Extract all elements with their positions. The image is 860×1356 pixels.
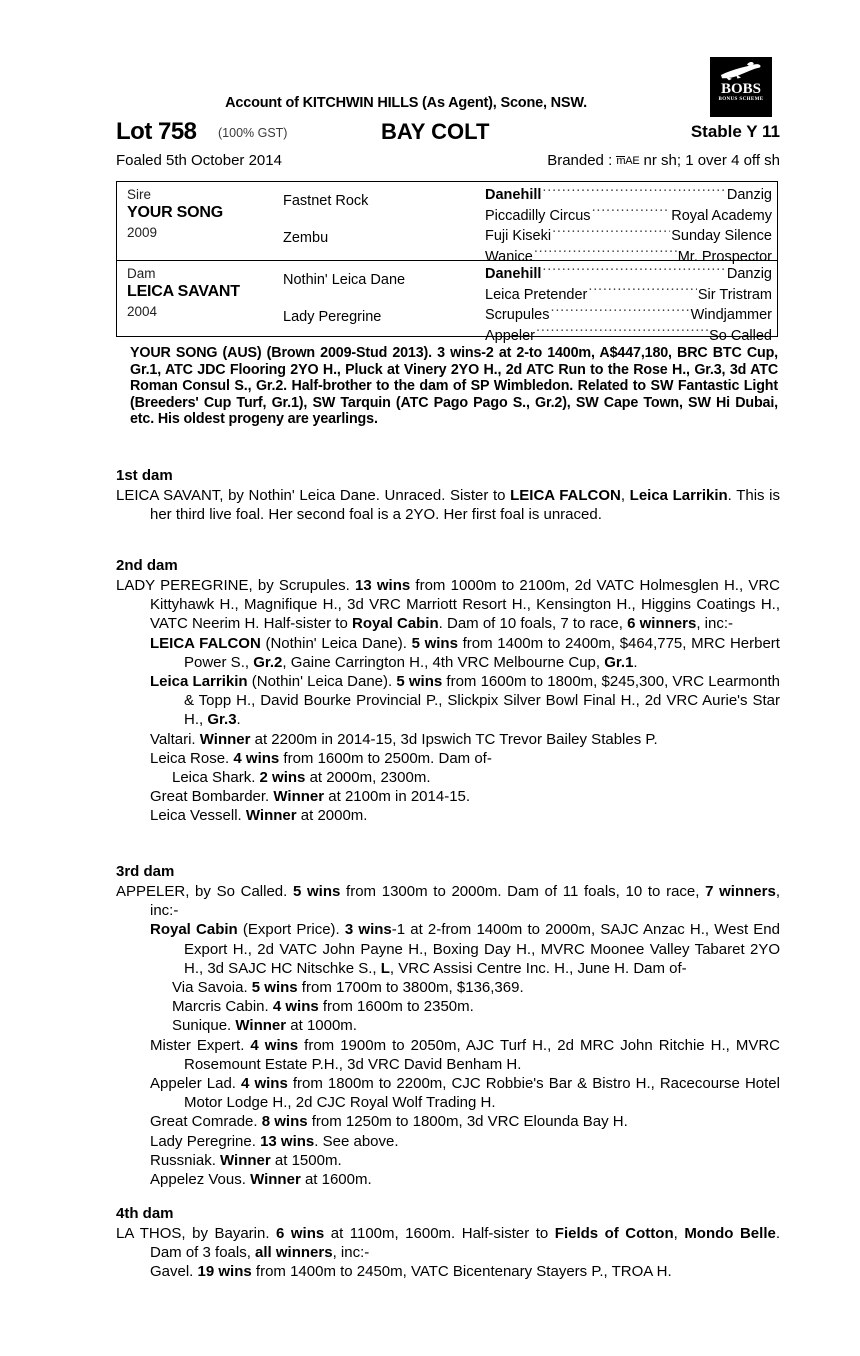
leader-dots [552, 226, 670, 240]
pedigree-entry: Royal Cabin (Export Price). 3 wins-1 at 2-from 1400m to 2000m, SAJC Anzac H., West End Export H., 2d VATC John Payne H., Boxing Day H., MVRC Moonee Valley Tabaret 2YO H., 3d SAJC HC Nitschke S., L, VRC Assisi Centre Inc. H., June H. Dam of- [150, 921, 780, 977]
grandparent-sire: Sir Tristram [697, 286, 772, 303]
grandparent-sire: Danzig [726, 187, 772, 203]
leader-dots [542, 185, 725, 199]
pedigree-entry: Leica Rose. 4 wins from 1600m to 2500m. Dam of- [150, 749, 492, 767]
stable-label: Stable Y 11 [690, 122, 780, 141]
dam-heading: 4th dam [116, 1205, 174, 1222]
leader-dots [534, 247, 677, 261]
dam-block [116, 1204, 780, 1282]
pedigree-entry: LA THOS, by Bayarin. 6 wins at 1100m, 1600m. Half-sister to Fields of Cotton, Mondo Belle. Dam of 3 foals, all winners, inc:- [116, 1225, 780, 1262]
branded-prefix: Branded : [547, 152, 617, 169]
dam-block [116, 862, 780, 1189]
grandparent-name: Scrupules [485, 307, 550, 323]
pedigree-entry: Leica Shark. 2 wins at 2000m, 2300m. [172, 769, 431, 787]
dam-heading: 2nd dam [116, 557, 178, 574]
branded-info [547, 152, 780, 169]
grandparent-name: Danehill [485, 187, 542, 203]
grandparent-sire: Danzig [726, 266, 772, 282]
grandparent-sire: Sunday Silence [671, 228, 772, 244]
foaled-date: Foaled 5th October 2014 [116, 152, 282, 169]
pedigree-entry: Valtari. Winner at 2200m in 2014-15, 3d Ipswich TC Trevor Bailey Stables P. [150, 730, 658, 748]
pedigree-table [116, 181, 778, 344]
pedigree-entry: Sunique. Winner at 1000m. [172, 1017, 357, 1035]
pedigree-entry: Leica Larrikin (Nothin' Leica Dane). 5 wins from 1600m to 1800m, $245,300, VRC Learmonth & Topp H., David Bourke Provincial P., Slickpix Silver Bowl Final H., 2d VRC Aurie's Star H., Gr.3. [150, 673, 780, 729]
pedigree-dam-half [117, 260, 777, 344]
bobs-sublabel: BONUS SCHEME [718, 97, 764, 102]
grandparent-sire: So Called [709, 327, 772, 344]
leader-dots [592, 206, 671, 220]
sire-grandparents-column [485, 185, 772, 267]
leader-dots [550, 305, 689, 319]
pedigree-entry: Great Comrade. 8 wins from 1250m to 1800m, 3d VRC Elounda Bay H. [150, 1113, 628, 1131]
gst-label: (100% GST) [218, 126, 288, 140]
sire-dam: Zembu [283, 230, 329, 246]
dam-role-label: Dam [127, 266, 156, 281]
sire-column [127, 186, 277, 242]
pedigree-entry: LEICA FALCON (Nothin' Leica Dane). 5 wins from 1400m to 2400m, $464,775, MRC Herbert Power S., Gr.2, Gaine Carrington H., 4th VRC Melbourne Cup, Gr.1. [150, 634, 780, 671]
dam-heading: 3rd dam [116, 863, 175, 880]
pedigree-entry: Russniak. Winner at 1500m. [150, 1151, 342, 1169]
grandparent-name: Piccadilly Circus [485, 207, 591, 224]
bobs-wordmark: BOBS [720, 81, 762, 97]
bobs-logo [710, 57, 772, 117]
grandparent-sire: Royal Academy [671, 207, 772, 224]
pedigree-entry: Mister Expert. 4 wins from 1900m to 2050m, AJC Turf H., 2d MRC John Ritchie H., MVRC Rosemount Estate P.H., 3d VRC David Benham H. [150, 1036, 781, 1073]
pedigree-leader-row [485, 206, 772, 227]
pedigree-entry: Appelez Vous. Winner at 1600m. [150, 1171, 372, 1189]
grandparent-name: Danehill [485, 266, 542, 282]
dam-block [116, 466, 780, 524]
pedigree-leader-row [485, 285, 772, 306]
pedigree-entry: LEICA SAVANT, by Nothin' Leica Dane. Unraced. Sister to LEICA FALCON, Leica Larrikin. This is her third live foal. Her second foal is a 2YO. Her first foal is unraced. [116, 487, 780, 524]
sire-year: 2009 [127, 225, 158, 240]
pedigree-entry: Appeler Lad. 4 wins from 1800m to 2200m, CJC Robbie's Bar & Bistro H., Racecourse Hotel Motor Lodge H., 2d CJC Royal Wolf Trading H. [150, 1075, 780, 1112]
dam-dam: Lady Peregrine [283, 309, 382, 325]
pedigree-entry: Lady Peregrine. 13 wins. See above. [150, 1132, 399, 1150]
pedigree-leader-row [485, 326, 772, 347]
pedigree-entry: Leica Vessell. Winner at 2000m. [150, 807, 368, 825]
dam-sire: Nothin' Leica Dane [283, 272, 406, 288]
dam-block [116, 556, 780, 826]
dam-grandparents-column [485, 264, 772, 346]
pedigree-entry: LADY PEREGRINE, by Scrupules. 13 wins from 1000m to 2100m, 2d VATC Holmesglen H., VRC Kittyhawk H., Magnifique H., 3d VRC Marriott Resort H., Kensington H., Higgins Coatings H., VATC Neerim H. Half-sister to Royal Cabin. Dam of 10 foals, 7 to race, 6 winners, inc:- [116, 577, 780, 633]
pedigree-leader-row [485, 305, 772, 326]
grandparent-name: Wanice [485, 248, 533, 265]
pedigree-leader-row [485, 226, 772, 247]
pedigree-leader-row [485, 264, 772, 285]
title-row [116, 118, 780, 146]
pedigree-entry: Via Savoia. 5 wins from 1700m to 3800m, $136,369. [172, 979, 524, 997]
dam-name: LEICA SAVANT [127, 283, 240, 300]
sire-name: YOUR SONG [127, 204, 223, 221]
pedigree-entry: Marcris Cabin. 4 wins from 1600m to 2350m. [172, 998, 474, 1016]
pedigree-entry: APPELER, by So Called. 5 wins from 1300m to 2000m. Dam of 11 foals, 10 to race, 7 winners, inc:- [116, 883, 780, 920]
dam-year: 2004 [127, 304, 158, 319]
sire-summary-paragraph: YOUR SONG (AUS) (Brown 2009-Stud 2013). 3 wins-2 at 2-to 1400m, A$447,180, BRC BTC Cup, Gr.1, ATC JDC Flooring 2YO H., Pluck at Vinery 2YO H., 2d ATC Run to the Rose H., Gr.3, 3d ATC Roman Consul S., Gr.2. Half-brother to the dam of SP Wimbledon. Related to SW Fantastic Light (Breeders' Cup Turf, Gr.1), SW Tarquin (ATC Pago Pago S., Gr.2), SW Cape Town, SW Hi Dubai, etc. His oldest progeny are yearlings. [130, 345, 778, 428]
dam-column [127, 265, 277, 321]
brand-symbol-overlined: m [616, 155, 626, 167]
leader-dots [588, 285, 697, 299]
brand-symbol [616, 155, 639, 167]
pedigree-entry: Gavel. 19 wins from 1400m to 2450m, VATC Bicentenary Stayers P., TROA H. [150, 1263, 672, 1281]
branded-rest: nr sh; 1 over 4 off sh [639, 152, 780, 169]
leader-dots [542, 264, 725, 278]
grandparent-name: Leica Pretender [485, 286, 588, 303]
sire-sire: Fastnet Rock [283, 193, 369, 209]
sire-role-label: Sire [127, 187, 152, 202]
grandparent-name: Appeler [485, 327, 535, 344]
grandparent-sire: Mr. Prospector [677, 248, 772, 265]
lot-number: Lot 758 [116, 118, 197, 145]
foaled-branded-row [116, 152, 780, 174]
pedigree-entry: Great Bombarder. Winner at 2100m in 2014-15. [150, 788, 471, 806]
pedigree-leader-row [485, 185, 772, 206]
leader-dots [536, 326, 708, 340]
colour-sex-label: BAY COLT [381, 119, 490, 144]
brand-symbol-rest: AE [625, 155, 640, 167]
grandparent-sire: Windjammer [690, 307, 772, 323]
horse-jockey-icon [719, 61, 763, 81]
grandparent-name: Fuji Kiseki [485, 228, 552, 244]
account-line: Account of KITCHWIN HILLS (As Agent), Scone, NSW. [225, 95, 587, 111]
pedigree-sire-half [117, 182, 777, 265]
dam-heading: 1st dam [116, 467, 173, 484]
